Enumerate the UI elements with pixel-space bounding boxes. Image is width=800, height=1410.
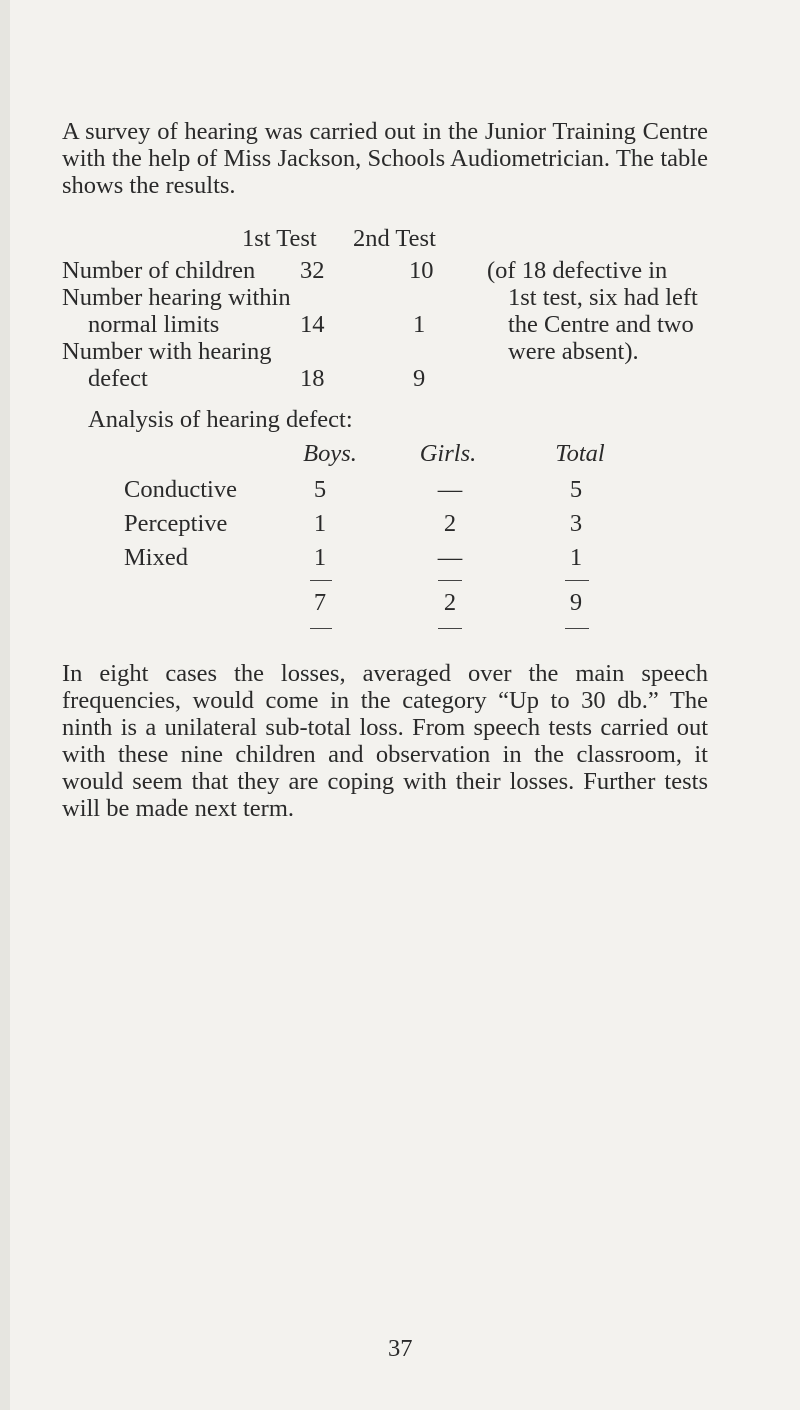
analysis-mixed-boys: 1 xyxy=(313,544,327,571)
note-line-3: the Centre and two xyxy=(508,311,694,338)
column-total: Total xyxy=(555,440,605,467)
analysis-perceptive-girls: 2 xyxy=(443,510,457,537)
rule-below-total-total xyxy=(565,628,589,629)
column-girls: Girls. xyxy=(419,440,477,467)
rule-below-girls-total xyxy=(438,628,462,629)
note-line-2: 1st test, six had left xyxy=(508,284,698,311)
analysis-mixed-total: 1 xyxy=(569,544,583,571)
page-edge-shadow xyxy=(0,0,10,1410)
note-line-4: were absent). xyxy=(508,338,639,365)
header-second-test: 2nd Test xyxy=(353,225,436,252)
closing-paragraph: In eight cases the losses, averaged over the main speech frequencies, would come in the category “Up to 30 db.” The ninth is a unilateral sub-total loss. From speech tests carried out with these nine children and observation in the classroom, it would seem that they are coping with their losses. Further tests will be made next term. xyxy=(62,660,708,822)
analysis-total-boys: 7 xyxy=(313,589,327,616)
analysis-conductive-total: 5 xyxy=(569,476,583,503)
rule-above-boys-total xyxy=(310,580,332,581)
row-label-hearing-defect-line2: defect xyxy=(88,365,148,392)
value-children-first: 32 xyxy=(300,257,325,284)
analysis-row-conductive-label: Conductive xyxy=(124,476,237,503)
analysis-perceptive-total: 3 xyxy=(569,510,583,537)
value-children-second: 10 xyxy=(409,257,434,284)
value-normal-second: 1 xyxy=(413,311,426,338)
analysis-row-perceptive-label: Perceptive xyxy=(124,510,228,537)
rule-above-girls-total xyxy=(438,580,462,581)
rule-above-total-total xyxy=(565,580,589,581)
value-normal-first: 14 xyxy=(300,311,325,338)
analysis-row-mixed-label: Mixed xyxy=(124,544,188,571)
row-label-number-of-children: Number of children xyxy=(62,257,256,284)
analysis-heading: Analysis of hearing defect: xyxy=(88,406,353,433)
intro-paragraph: A survey of hearing was carried out in the Junior Training Centre with the help of Miss Jackson, Schools Audiometrician. The table shows the results. xyxy=(62,118,708,199)
analysis-total-total: 9 xyxy=(569,589,583,616)
value-defect-first: 18 xyxy=(300,365,325,392)
row-label-hearing-defect-line1: Number with hearing xyxy=(62,338,272,365)
row-label-hearing-within-line2: normal limits xyxy=(88,311,220,338)
row-label-hearing-within-line1: Number hearing within xyxy=(62,284,291,311)
note-line-1: (of 18 defective in xyxy=(487,257,668,284)
page-number: 37 xyxy=(388,1335,413,1362)
header-first-test: 1st Test xyxy=(242,225,317,252)
analysis-conductive-girls: — xyxy=(437,476,463,503)
analysis-conductive-boys: 5 xyxy=(313,476,327,503)
analysis-mixed-girls: — xyxy=(437,544,463,571)
column-boys: Boys. xyxy=(303,440,357,467)
analysis-total-girls: 2 xyxy=(443,589,457,616)
value-defect-second: 9 xyxy=(413,365,426,392)
analysis-perceptive-boys: 1 xyxy=(313,510,327,537)
rule-below-boys-total xyxy=(310,628,332,629)
